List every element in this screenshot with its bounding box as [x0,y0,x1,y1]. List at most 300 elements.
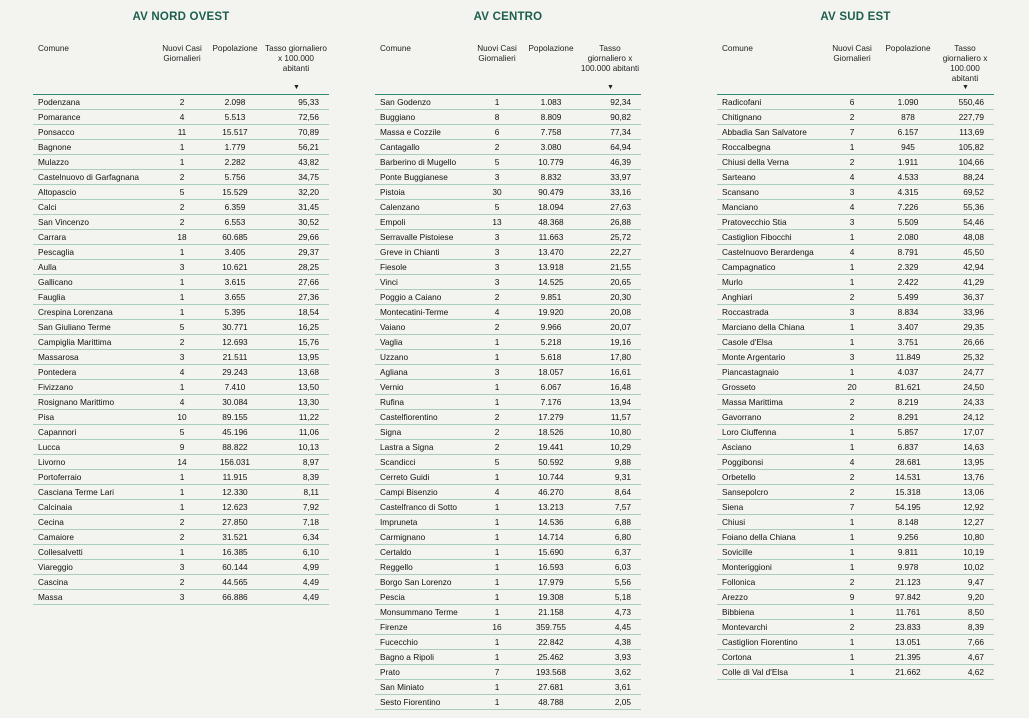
cell-comune: Asciano [717,440,824,455]
cell-tasso: 11,06 [263,425,329,440]
cell-comune: Sansepolcro [717,485,824,500]
cell-nuovi-casi: 6 [824,95,880,110]
cell-nuovi-casi: 5 [157,185,207,200]
cell-tasso: 29,37 [263,245,329,260]
cell-tasso: 7,57 [579,500,641,515]
header-tasso[interactable] [263,32,329,95]
cell-tasso: 21,55 [579,260,641,275]
cell-comune: Siena [717,500,824,515]
cell-nuovi-casi: 3 [824,305,880,320]
cell-comune: San Vincenzo [33,215,157,230]
cell-popolazione: 5.513 [207,110,263,125]
header-popolazione[interactable]: Popolazione [207,32,263,95]
cell-comune: Castiglion Fibocchi [717,230,824,245]
cell-popolazione: 13.470 [523,245,579,260]
cell-comune: Castiglion Fiorentino [717,635,824,650]
cell-tasso: 16,61 [579,365,641,380]
table-row [33,515,329,530]
cell-comune: Bagno a Ripoli [375,650,471,665]
cell-comune: Serravalle Pistoiese [375,230,471,245]
cell-popolazione: 9.851 [523,290,579,305]
cell-popolazione: 13.051 [880,635,936,650]
header-tasso-label: Tasso giornaliero x 100.000 abitanti [580,44,640,73]
table-row [717,275,994,290]
cell-nuovi-casi: 1 [471,500,523,515]
cell-comune: Prato [375,665,471,680]
cell-tasso: 20,30 [579,290,641,305]
cell-tasso: 13,30 [263,395,329,410]
cell-tasso: 7,92 [263,500,329,515]
table-row [717,350,994,365]
cell-popolazione: 6.157 [880,125,936,140]
cell-tasso: 3,93 [579,650,641,665]
cell-nuovi-casi: 1 [471,335,523,350]
cell-tasso: 25,72 [579,230,641,245]
cell-comune: Roccalbegna [717,140,824,155]
cell-nuovi-casi: 2 [824,110,880,125]
cell-comune: Carmignano [375,530,471,545]
cell-popolazione: 30.771 [207,320,263,335]
cell-popolazione: 17.979 [523,575,579,590]
cell-popolazione: 7.758 [523,125,579,140]
cell-tasso: 24,50 [936,380,994,395]
table-row [375,230,641,245]
table-row [717,650,994,665]
cell-nuovi-casi: 2 [824,155,880,170]
table-row [717,260,994,275]
cell-nuovi-casi: 2 [157,95,207,110]
cell-comune: Massa e Cozzile [375,125,471,140]
header-popolazione[interactable]: Popolazione [880,32,936,95]
cell-tasso: 9,47 [936,575,994,590]
cell-tasso: 6,03 [579,560,641,575]
cell-tasso: 8,50 [936,605,994,620]
cell-comune: San Godenzo [375,95,471,110]
table-row [375,365,641,380]
table-row [375,395,641,410]
cell-nuovi-casi: 1 [471,350,523,365]
cell-tasso: 42,94 [936,260,994,275]
table-row [33,125,329,140]
cell-popolazione: 5.618 [523,350,579,365]
cell-nuovi-casi: 2 [157,215,207,230]
cell-comune: Sovicille [717,545,824,560]
cell-nuovi-casi: 18 [157,230,207,245]
cell-tasso: 24,12 [936,410,994,425]
cell-comune: Castelfiorentino [375,410,471,425]
table-row [33,575,329,590]
table-row [375,200,641,215]
table-row [33,215,329,230]
cell-popolazione: 81.621 [880,380,936,395]
cell-comune: Arezzo [717,590,824,605]
cell-nuovi-casi: 1 [157,500,207,515]
table-row [375,350,641,365]
cell-popolazione: 14.525 [523,275,579,290]
cell-popolazione: 4.533 [880,170,936,185]
cell-popolazione: 16.593 [523,560,579,575]
cell-popolazione: 21.511 [207,350,263,365]
cell-nuovi-casi: 2 [824,410,880,425]
table-row [717,455,994,470]
cell-tasso: 10,13 [263,440,329,455]
cell-tasso: 33,16 [579,185,641,200]
cell-nuovi-casi: 7 [471,665,523,680]
cell-popolazione: 3.615 [207,275,263,290]
table-row [717,485,994,500]
cell-popolazione: 17.279 [523,410,579,425]
table-row [717,200,994,215]
table-row [375,680,641,695]
cell-tasso: 30,52 [263,215,329,230]
cell-nuovi-casi: 4 [824,455,880,470]
cell-nuovi-casi: 2 [824,470,880,485]
table-row [33,200,329,215]
cell-popolazione: 44.565 [207,575,263,590]
cell-nuovi-casi: 1 [824,515,880,530]
cell-tasso: 5,56 [579,575,641,590]
cell-comune: Fiesole [375,260,471,275]
table-row [375,470,641,485]
cell-tasso: 105,82 [936,140,994,155]
cell-tasso: 17,80 [579,350,641,365]
cell-tasso: 19,16 [579,335,641,350]
cell-comune: Pratovecchio Stia [717,215,824,230]
cell-nuovi-casi: 1 [824,605,880,620]
cell-tasso: 8,39 [936,620,994,635]
cell-tasso: 25,32 [936,350,994,365]
cell-comune: Poggibonsi [717,455,824,470]
cell-tasso: 32,20 [263,185,329,200]
cell-tasso: 29,35 [936,320,994,335]
cell-tasso: 6,37 [579,545,641,560]
cell-nuovi-casi: 1 [471,560,523,575]
cell-popolazione: 90.479 [523,185,579,200]
cell-nuovi-casi: 1 [824,530,880,545]
cell-tasso: 17,07 [936,425,994,440]
cell-comune: Chiusi [717,515,824,530]
cell-nuovi-casi: 2 [157,575,207,590]
cell-comune: Castelnuovo Berardenga [717,245,824,260]
cell-nuovi-casi: 2 [157,515,207,530]
cell-popolazione: 2.282 [207,155,263,170]
table-row [375,455,641,470]
cell-nuovi-casi: 1 [471,635,523,650]
cell-nuovi-casi: 1 [157,380,207,395]
cell-popolazione: 3.655 [207,290,263,305]
cell-tasso: 90,82 [579,110,641,125]
cell-tasso: 8,64 [579,485,641,500]
cell-popolazione: 10.779 [523,155,579,170]
cell-tasso: 12,92 [936,500,994,515]
cell-nuovi-casi: 1 [824,260,880,275]
cell-popolazione: 97.842 [880,590,936,605]
cell-tasso: 88,24 [936,170,994,185]
cell-nuovi-casi: 1 [824,365,880,380]
cell-comune: Sarteano [717,170,824,185]
cell-nuovi-casi: 1 [471,545,523,560]
cell-nuovi-casi: 1 [824,320,880,335]
cell-popolazione: 22.842 [523,635,579,650]
cell-tasso: 7,18 [263,515,329,530]
cell-comune: Greve in Chianti [375,245,471,260]
table-row [717,125,994,140]
header-nuovi-casi[interactable]: Nuovi Casi Giornalieri [471,32,523,95]
cell-nuovi-casi: 3 [157,350,207,365]
table-row [33,260,329,275]
cell-popolazione: 359.755 [523,620,579,635]
table-row [717,665,994,680]
cell-nuovi-casi: 9 [824,590,880,605]
table-row [717,215,994,230]
cell-tasso: 4,49 [263,590,329,605]
cell-popolazione: 60.144 [207,560,263,575]
cell-comune: Gavorrano [717,410,824,425]
header-tasso-label: Tasso giornaliero x 100.000 abitanti [942,44,988,83]
cell-tasso: 26,66 [936,335,994,350]
cell-tasso: 5,18 [579,590,641,605]
cell-popolazione: 6.553 [207,215,263,230]
header-comune[interactable]: Comune [717,32,824,95]
cell-tasso: 48,08 [936,230,994,245]
cell-nuovi-casi: 1 [471,680,523,695]
cell-nuovi-casi: 1 [824,275,880,290]
cell-nuovi-casi: 1 [471,650,523,665]
table-body [375,95,641,710]
cell-tasso: 9,88 [579,455,641,470]
cell-tasso: 10,02 [936,560,994,575]
table-row [375,155,641,170]
cell-nuovi-casi: 1 [157,290,207,305]
panel-title: AV NORD OVEST [132,11,230,23]
cell-popolazione: 1.779 [207,140,263,155]
cell-comune: Monte Argentario [717,350,824,365]
header-comune[interactable]: Comune [33,32,157,95]
panel-av-sud-est [717,0,994,680]
cell-popolazione: 2.422 [880,275,936,290]
table-row [33,140,329,155]
cell-popolazione: 945 [880,140,936,155]
cell-nuovi-casi: 3 [157,260,207,275]
cell-nuovi-casi: 2 [157,170,207,185]
cell-popolazione: 7.410 [207,380,263,395]
cell-tasso: 13,95 [263,350,329,365]
cell-nuovi-casi: 1 [824,335,880,350]
table-row [375,695,641,710]
cell-popolazione: 48.368 [523,215,579,230]
table-row [717,575,994,590]
cell-nuovi-casi: 2 [157,530,207,545]
cell-tasso: 20,07 [579,320,641,335]
cell-comune: Massarosa [33,350,157,365]
sort-desc-icon[interactable]: ▼ [607,84,614,91]
cell-popolazione: 8.834 [880,305,936,320]
cell-tasso: 9,20 [936,590,994,605]
cell-tasso: 31,45 [263,200,329,215]
cell-popolazione: 21.123 [880,575,936,590]
cell-comune: Pisa [33,410,157,425]
header-tasso[interactable] [579,32,641,95]
cell-comune: Pescia [375,590,471,605]
table-row [717,185,994,200]
cell-nuovi-casi: 2 [824,395,880,410]
cell-comune: Foiano della Chiana [717,530,824,545]
table-row [375,665,641,680]
cell-popolazione: 13.918 [523,260,579,275]
table-row [33,380,329,395]
header-tasso[interactable] [936,32,994,95]
cell-nuovi-casi: 3 [824,215,880,230]
cell-tasso: 13,95 [936,455,994,470]
cell-popolazione: 5.857 [880,425,936,440]
table-row [717,320,994,335]
cell-tasso: 27,66 [263,275,329,290]
table-row [717,515,994,530]
cell-popolazione: 19.920 [523,305,579,320]
cell-popolazione: 11.915 [207,470,263,485]
cell-comune: Campi Bisenzio [375,485,471,500]
cell-comune: Castelfranco di Sotto [375,500,471,515]
table-row [375,290,641,305]
cell-popolazione: 13.213 [523,500,579,515]
cell-tasso: 24,33 [936,395,994,410]
cell-nuovi-casi: 6 [471,125,523,140]
cell-comune: Monteriggioni [717,560,824,575]
table-row [717,590,994,605]
cell-comune: San Giuliano Terme [33,320,157,335]
cell-comune: Manciano [717,200,824,215]
cell-comune: Vaiano [375,320,471,335]
cell-tasso: 26,88 [579,215,641,230]
header-popolazione[interactable]: Popolazione [523,32,579,95]
cell-popolazione: 14.536 [523,515,579,530]
table-row [375,605,641,620]
cell-comune: Marciano della Chiana [717,320,824,335]
cell-tasso: 55,36 [936,200,994,215]
table-row [717,95,994,110]
cell-tasso: 4,67 [936,650,994,665]
cell-comune: Colle di Val d'Elsa [717,665,824,680]
cell-tasso: 64,94 [579,140,641,155]
cell-tasso: 45,50 [936,245,994,260]
cell-tasso: 7,66 [936,635,994,650]
cell-comune: Ponte Buggianese [375,170,471,185]
cell-popolazione: 54.195 [880,500,936,515]
cell-nuovi-casi: 2 [824,290,880,305]
cell-tasso: 72,56 [263,110,329,125]
cell-tasso: 27,63 [579,200,641,215]
cell-nuovi-casi: 3 [471,275,523,290]
cell-nuovi-casi: 2 [471,320,523,335]
table-row [717,110,994,125]
header-nuovi-casi[interactable]: Nuovi Casi Giornalieri [157,32,207,95]
table-row [33,440,329,455]
data-table [375,32,641,710]
cell-nuovi-casi: 5 [157,320,207,335]
cell-popolazione: 18.057 [523,365,579,380]
cell-tasso: 8,39 [263,470,329,485]
cell-nuovi-casi: 1 [824,545,880,560]
sort-desc-icon[interactable]: ▼ [293,84,300,91]
sort-desc-icon[interactable]: ▼ [962,84,969,91]
header-comune[interactable]: Comune [375,32,471,95]
cell-nuovi-casi: 9 [157,440,207,455]
cell-popolazione: 48.788 [523,695,579,710]
cell-tasso: 10,80 [936,530,994,545]
cell-popolazione: 15.517 [207,125,263,140]
cell-comune: Radicofani [717,95,824,110]
cell-nuovi-casi: 1 [157,470,207,485]
panel-av-centro [375,0,641,710]
cell-nuovi-casi: 5 [471,455,523,470]
cell-tasso: 20,08 [579,305,641,320]
cell-comune: Mulazzo [33,155,157,170]
cell-tasso: 36,37 [936,290,994,305]
cell-nuovi-casi: 1 [157,245,207,260]
cell-nuovi-casi: 1 [157,155,207,170]
table-row [33,275,329,290]
header-nuovi-casi[interactable]: Nuovi Casi Giornalieri [824,32,880,95]
cell-comune: San Miniato [375,680,471,695]
cell-comune: Massa [33,590,157,605]
cell-comune: Casole d'Elsa [717,335,824,350]
cell-comune: Rosignano Marittimo [33,395,157,410]
table-row [375,620,641,635]
cell-tasso: 227,79 [936,110,994,125]
cell-tasso: 95,33 [263,95,329,110]
cell-comune: Chitignano [717,110,824,125]
cell-popolazione: 27.681 [523,680,579,695]
table-row [375,515,641,530]
cell-comune: Chiusi della Verna [717,155,824,170]
cell-popolazione: 878 [880,110,936,125]
cell-comune: Rufina [375,395,471,410]
cell-comune: Campiglia Marittima [33,335,157,350]
cell-popolazione: 46.270 [523,485,579,500]
cell-popolazione: 193.568 [523,665,579,680]
cell-nuovi-casi: 5 [471,155,523,170]
cell-comune: Montevarchi [717,620,824,635]
cell-nuovi-casi: 3 [824,350,880,365]
cell-nuovi-casi: 11 [157,125,207,140]
cell-popolazione: 19.308 [523,590,579,605]
table-row [33,590,329,605]
table-row [33,545,329,560]
cell-comune: Loro Ciuffenna [717,425,824,440]
cell-comune: Aulla [33,260,157,275]
table-row [375,185,641,200]
cell-nuovi-casi: 3 [471,170,523,185]
cell-nuovi-casi: 3 [471,230,523,245]
cell-popolazione: 6.837 [880,440,936,455]
cell-nuovi-casi: 4 [157,110,207,125]
cell-comune: Monsummano Terme [375,605,471,620]
table-row [375,635,641,650]
cell-popolazione: 2.080 [880,230,936,245]
cell-popolazione: 1.911 [880,155,936,170]
cell-tasso: 4,99 [263,560,329,575]
table-row [375,485,641,500]
cell-comune: Podenzana [33,95,157,110]
table-row [375,380,641,395]
cell-tasso: 8,97 [263,455,329,470]
cell-nuovi-casi: 4 [157,365,207,380]
cell-popolazione: 5.395 [207,305,263,320]
table-row [375,260,641,275]
cell-popolazione: 8.791 [880,245,936,260]
cell-nuovi-casi: 4 [157,395,207,410]
cell-popolazione: 8.291 [880,410,936,425]
